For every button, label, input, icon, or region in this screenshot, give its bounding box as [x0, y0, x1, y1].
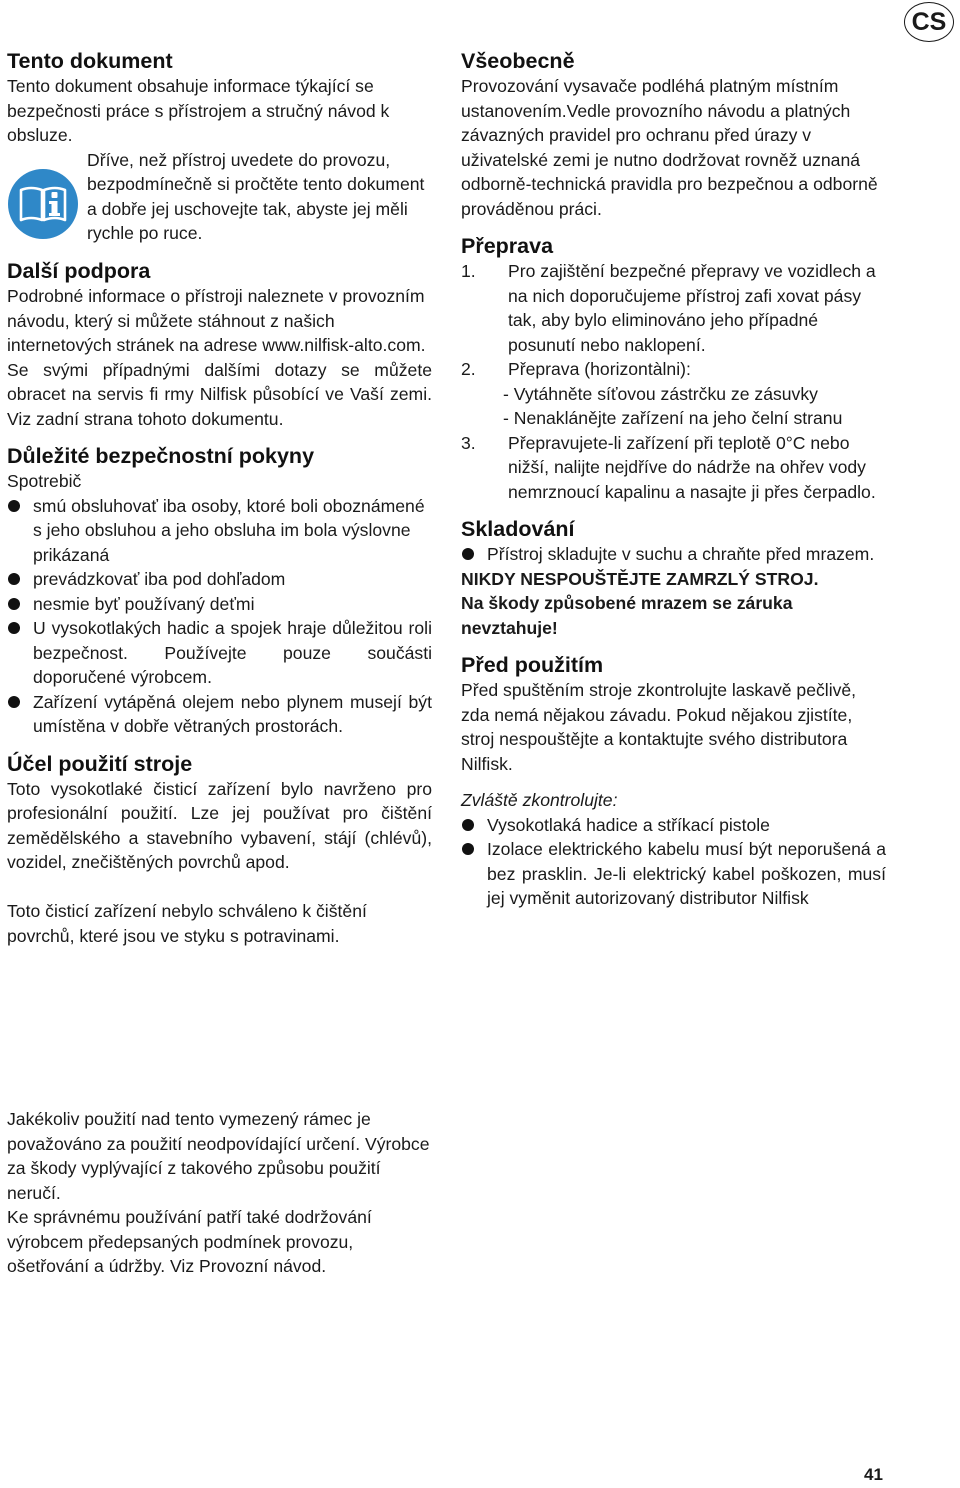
page-number: 41	[864, 1465, 883, 1484]
step-text: Přeprava (horizontàlni):	[508, 359, 691, 379]
support-paragraph-2: Se svými případnými dalšími dotazy se můžete obracet na servis fi rmy Nilfisk působící ve Vaší zemi. Viz zadní strana tohoto dokumentu.	[7, 359, 432, 429]
list-item: prevádzkovať iba pod dohľadom	[7, 567, 432, 592]
list-item: Vysokotlaká hadice a stříkací pistole	[461, 813, 886, 838]
safety-list	[7, 494, 432, 739]
use-paragraph-1: Toto vysokotlaké čisticí zařízení bylo navrženo pro profesionální použití. Lze jej používat pro čištění zemědělského a stavebního vybavení, stájí (chlévů), vozidel, znečištěných povrchů apod.	[7, 778, 432, 872]
language-badge: CS	[904, 2, 954, 42]
storage-warning-1: NIKDY NESPOUŠTĚJTE ZAMRZLÝ STROJ.	[461, 568, 819, 589]
transport-dash-1: - Vytáhněte síťovou zástrčku ze zásuvky	[503, 383, 818, 404]
safety-subtitle: Spotrebič	[7, 471, 82, 491]
list-item	[461, 259, 886, 357]
left-column	[7, 48, 432, 948]
bottom-paragraph-1: Jakékoliv použití nad tento vymezený rámec je považováno za použití neodpovídající určení. Výrobce za škody vyplývající z takového způsobu použití neručí.	[7, 1109, 430, 1203]
transport-title: Přeprava	[461, 234, 554, 258]
manual-info-icon	[7, 168, 79, 247]
doc-title: Tento dokument	[7, 49, 173, 73]
doc-intro: Tento dokument obsahuje informace týkající se bezpečnosti práce s přístrojem a stručný návod k obsluze.	[7, 76, 390, 145]
step-number: 2.	[461, 359, 476, 379]
step-text: Pro zajištění bezpečné přepravy ve vozidlech a na nich doporučujeme přístroj zafi xovat pásy tak, aby bylo eliminováno jeho případné posunutí nebo naklopení.	[508, 261, 876, 355]
bottom-left-block	[7, 1107, 437, 1279]
transport-dash-2: - Nenaklánějte zařízení na jeho čelní stranu	[503, 408, 843, 428]
storage-title: Skladování	[461, 517, 575, 541]
support-title: Další podpora	[7, 259, 151, 283]
check-label: Zvláště zkontrolujte:	[461, 790, 618, 810]
before-use-paragraph: Před spuštěním stroje zkontrolujte laskavě pečlivě, zda nemá nějakou závadu. Pokud nějakou zjistíte, stroj nespouštějte a kontaktujte svého distributora Nilfisk.	[461, 680, 857, 774]
step-text: Přepravujete-li zařízení při teplotě 0°C nebo nižší, nalijte nejdříve do nádrže na ohřev vody nemrznoucí kapalinu a nasajte ji přes čerpadlo.	[508, 432, 876, 502]
list-item	[461, 357, 886, 382]
use-title: Účel použití stroje	[7, 751, 193, 776]
list-item: nesmie byť používaný deťmi	[7, 592, 432, 617]
bottom-paragraph-2: Ke správnému používání patří také dodržování výrobcem předepsaných podmínek provozu, ošetřování a údržby. Viz Provozní návod.	[7, 1207, 372, 1276]
info-block	[7, 148, 432, 247]
list-item	[461, 431, 886, 505]
step-number: 1.	[461, 261, 476, 281]
step-number: 3.	[461, 432, 476, 453]
list-item: Zařízení vytápěná olejem nebo plynem musejí být umístěna v dobře větraných prostorách.	[7, 690, 432, 739]
general-title: Všeobecně	[461, 49, 575, 73]
list-item: U vysokotlakých hadic a spojek hraje důležitou roli bezpečnost. Používejte pouze součásti doporučené výrobcem.	[7, 616, 432, 690]
doc-info-text: Dříve, než přístroj uvedete do provozu, bezpodmínečně si pročtěte tento dokument a dobře jej uschovejte tak, abyste jej měli rychle po ruce.	[87, 149, 425, 243]
support-paragraph-1: Podrobné informace o přístroji naleznete v provozním návodu, který si můžete stáhnout z našich internetových stránek na adrese www.nilfisk-alto.com.	[7, 286, 426, 355]
before-use-title: Před použitím	[461, 653, 604, 677]
right-column	[461, 48, 886, 911]
check-list	[461, 813, 886, 911]
list-item: smú obsluhovať iba osoby, ktoré boli oboznámené s jeho obsluhou a jeho obsluha im bola výslovne prikázaná	[7, 494, 432, 568]
general-paragraph: Provozování vysavače podléhá platným místním ustanovením.Vedle provozního návodu a platných závazných pravidel pro ochranu před úrazy v uživatelské zemi je nutno dodržovat rovněž uznaná odborně-technická pravidla pro bezpečnou a odborně prováděnou práci.	[461, 76, 878, 219]
list-item: Přístroj skladujte v suchu a chraňte před mrazem.	[461, 542, 886, 567]
storage-list	[461, 542, 886, 567]
list-item: Izolace elektrického kabelu musí být neporušená a bez prasklin. Je-li elektrický kabel poškozen, musí jej vyměnit autorizovaný distributor Nilfisk	[461, 837, 886, 911]
safety-title: Důležité bezpečnostní pokyny	[7, 444, 315, 468]
use-paragraph-2: Toto čisticí zařízení nebylo schváleno k čištění povrchů, které jsou ve styku s potravinami.	[7, 901, 367, 946]
transport-steps	[461, 259, 886, 382]
transport-steps-cont	[461, 431, 886, 505]
storage-warning-2: Na škody způsobené mrazem se záruka nevztahuje!	[461, 593, 793, 638]
